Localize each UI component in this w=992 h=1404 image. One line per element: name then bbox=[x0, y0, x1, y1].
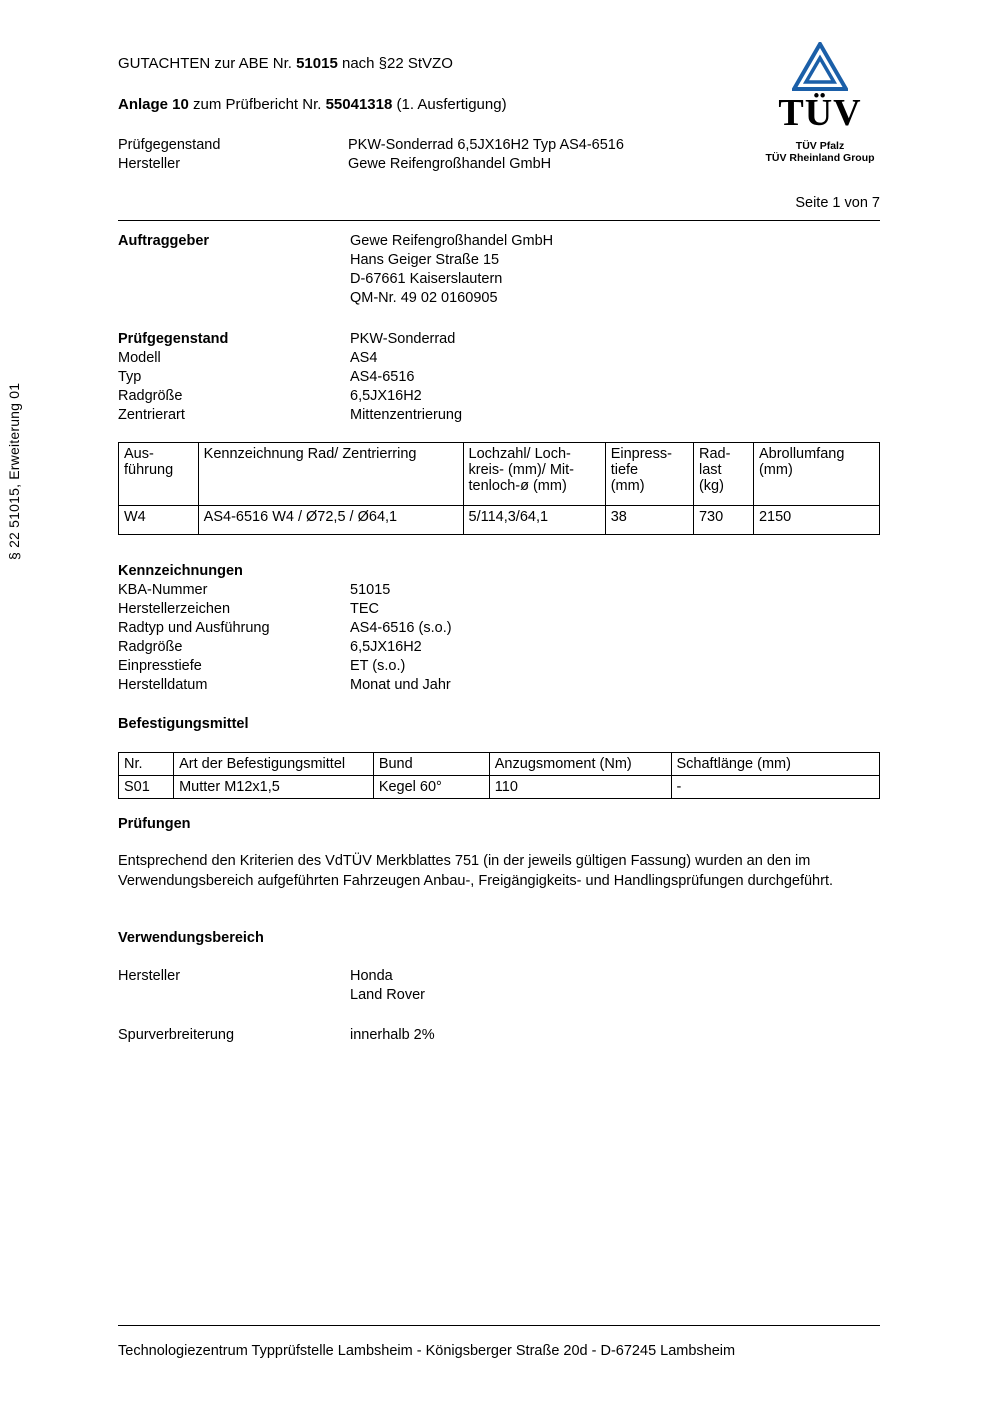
tuv-wordmark: TÜV bbox=[778, 92, 862, 134]
radtyp-value: AS4-6516 (s.o.) bbox=[350, 620, 452, 636]
th-lochzahl-l1: Lochzahl/ Loch- bbox=[468, 446, 571, 462]
verwendung-hersteller-value-1: Honda bbox=[350, 968, 393, 984]
side-stamp-text: § 22 51015, Erweiterung 01 bbox=[6, 382, 22, 560]
kenn-radgroesse-value: 6,5JX16H2 bbox=[350, 639, 422, 655]
td-schaftlaenge: - bbox=[671, 776, 880, 799]
auftraggeber-line-2: Hans Geiger Straße 15 bbox=[350, 252, 500, 268]
tuv-logo bbox=[760, 42, 880, 164]
table-row bbox=[119, 776, 880, 799]
th-bund: Bund bbox=[373, 753, 489, 776]
radtyp-label: Radtyp und Ausführung bbox=[118, 620, 270, 636]
pruefungen-text: Entsprechend den Kriterien des VdTÜV Merkblattes 751 (in der jeweils gültigen Fassung) wurden an den im Verwendungsbereich aufgeführten Fahrzeugen Anbau-, Freigängigkeits- und Handlingsprüfungen durchgeführt. bbox=[118, 853, 834, 889]
auftraggeber-line-4: QM-Nr. 49 02 0160905 bbox=[350, 290, 498, 306]
pruefgegenstand-typ-value: AS4-6516 bbox=[350, 369, 415, 385]
footer-divider bbox=[118, 1325, 880, 1326]
kba-nummer-value: 51015 bbox=[350, 582, 391, 598]
footer-text: Technologiezentrum Typprüfstelle Lambsheim - Königsberger Straße 20d - D-67245 Lambsheim bbox=[118, 1343, 736, 1359]
th-schaftlaenge: Schaftlänge (mm) bbox=[671, 753, 880, 776]
th-kennzeichnung-l1: Kennzeichnung Rad/ Zentrierring bbox=[203, 446, 417, 462]
auftraggeber-heading: Auftraggeber bbox=[118, 233, 210, 249]
pruefgegenstand-radgroesse-value: 6,5JX16H2 bbox=[350, 388, 422, 404]
pruefgegenstand-modell-value: AS4 bbox=[350, 350, 378, 366]
td-nr: S01 bbox=[119, 776, 174, 799]
td-bund: Kegel 60° bbox=[373, 776, 489, 799]
anlage-label: Anlage 10 bbox=[118, 96, 189, 113]
th-ausfuehrung bbox=[119, 443, 199, 506]
table-header-row bbox=[119, 443, 880, 506]
anlage-report-number: 55041318 bbox=[325, 96, 393, 113]
header-hersteller-value: Gewe Reifengroßhandel GmbH bbox=[348, 156, 552, 172]
th-anzugsmoment: Anzugsmoment (Nm) bbox=[489, 753, 671, 776]
th-einpresstiefe bbox=[605, 443, 693, 506]
th-lochzahl-l3: tenloch-ø (mm) bbox=[468, 478, 567, 494]
auftraggeber-line-3: D-67661 Kaiserslautern bbox=[350, 271, 503, 287]
th-abrollumfang-l1: Abrollumfang bbox=[758, 446, 845, 462]
tuv-triangle-icon bbox=[792, 42, 848, 92]
herstelldatum-label: Herstelldatum bbox=[118, 677, 208, 693]
th-radlast-l1: Rad- bbox=[698, 446, 731, 462]
th-einpresstiefe-l1: Einpress- bbox=[610, 446, 672, 462]
herstellerzeichen-value: TEC bbox=[350, 601, 379, 617]
td-anzugsmoment: 110 bbox=[489, 776, 671, 799]
anlage-line bbox=[118, 96, 507, 113]
einpresstiefe-label: Einpresstiefe bbox=[118, 658, 202, 674]
pruefgegenstand-heading-value: PKW-Sonderrad bbox=[350, 331, 456, 347]
tuv-subtitle-2: TÜV Rheinland Group bbox=[765, 152, 875, 165]
page-title-prefix: GUTACHTEN zur ABE Nr. bbox=[118, 55, 297, 72]
header-hersteller-label: Hersteller bbox=[118, 156, 181, 172]
th-abrollumfang-l2: (mm) bbox=[758, 462, 793, 478]
spurverbreiterung-label: Spurverbreiterung bbox=[118, 1027, 235, 1043]
page-title bbox=[118, 55, 453, 72]
spurverbreiterung-value: innerhalb 2% bbox=[350, 1027, 435, 1043]
herstelldatum-value: Monat und Jahr bbox=[350, 677, 451, 693]
td-ausfuehrung: W4 bbox=[119, 506, 199, 535]
th-lochzahl-l2: kreis- (mm)/ Mit- bbox=[468, 462, 575, 478]
pruefgegenstand-zentrierart-label: Zentrierart bbox=[118, 407, 185, 423]
fastener-table bbox=[118, 752, 880, 799]
verwendung-hersteller-label: Hersteller bbox=[118, 968, 181, 984]
td-einpresstiefe: 38 bbox=[605, 506, 693, 535]
pruefungen-heading: Prüfungen bbox=[118, 816, 191, 832]
pruefgegenstand-modell-label: Modell bbox=[118, 350, 161, 366]
th-radlast-l2: last bbox=[698, 462, 722, 478]
td-kennzeichnung: AS4-6516 W4 / Ø72,5 / Ø64,1 bbox=[198, 506, 463, 535]
th-art: Art der Befestigungsmittel bbox=[174, 753, 374, 776]
befestigungsmittel-heading: Befestigungsmittel bbox=[118, 716, 249, 732]
header-pruefgegenstand-value: PKW-Sonderrad 6,5JX16H2 Typ AS4-6516 bbox=[348, 137, 624, 153]
page-number-info: Seite 1 von 7 bbox=[795, 195, 880, 211]
verwendung-hersteller-value-2: Land Rover bbox=[350, 987, 425, 1003]
th-nr: Nr. bbox=[119, 753, 174, 776]
header-divider bbox=[118, 220, 880, 221]
page-title-suffix: nach §22 StVZO bbox=[337, 55, 453, 72]
wheel-data-table bbox=[118, 442, 880, 535]
th-ausfuehrung-l2: führung bbox=[124, 462, 174, 478]
td-lochzahl: 5/114,3/64,1 bbox=[463, 506, 605, 535]
header-pruefgegenstand-label: Prüfgegenstand bbox=[118, 137, 221, 153]
td-radlast: 730 bbox=[693, 506, 753, 535]
td-abrollumfang: 2150 bbox=[753, 506, 879, 535]
th-abrollumfang bbox=[753, 443, 879, 506]
verwendungsbereich-heading: Verwendungsbereich bbox=[118, 930, 264, 946]
page-title-number: 51015 bbox=[296, 55, 338, 72]
pruefgegenstand-heading: Prüfgegenstand bbox=[118, 331, 229, 347]
th-einpresstiefe-l3: (mm) bbox=[610, 478, 645, 494]
td-art: Mutter M12x1,5 bbox=[174, 776, 374, 799]
pruefgegenstand-zentrierart-value: Mittenzentrierung bbox=[350, 407, 463, 423]
th-radlast-l3: (kg) bbox=[698, 478, 724, 494]
th-radlast bbox=[693, 443, 753, 506]
th-kennzeichnung bbox=[198, 443, 463, 506]
th-einpresstiefe-l2: tiefe bbox=[610, 462, 639, 478]
kenn-radgroesse-label: Radgröße bbox=[118, 639, 183, 655]
table-row bbox=[119, 506, 880, 535]
table-header-row bbox=[119, 753, 880, 776]
anlage-suffix: (1. Ausfertigung) bbox=[392, 96, 507, 113]
tuv-subtitle-1: TÜV Pfalz bbox=[795, 140, 845, 152]
einpresstiefe-value: ET (s.o.) bbox=[350, 658, 406, 674]
herstellerzeichen-label: Herstellerzeichen bbox=[118, 601, 231, 617]
pruefgegenstand-radgroesse-label: Radgröße bbox=[118, 388, 183, 404]
th-lochzahl bbox=[463, 443, 605, 506]
pruefgegenstand-typ-label: Typ bbox=[118, 369, 142, 385]
anlage-middle: zum Prüfbericht Nr. bbox=[188, 96, 326, 113]
auftraggeber-line-1: Gewe Reifengroßhandel GmbH bbox=[350, 233, 554, 249]
th-ausfuehrung-l1: Aus- bbox=[124, 446, 154, 462]
kennzeichnungen-heading: Kennzeichnungen bbox=[118, 563, 243, 579]
kba-nummer-label: KBA-Nummer bbox=[118, 582, 208, 598]
